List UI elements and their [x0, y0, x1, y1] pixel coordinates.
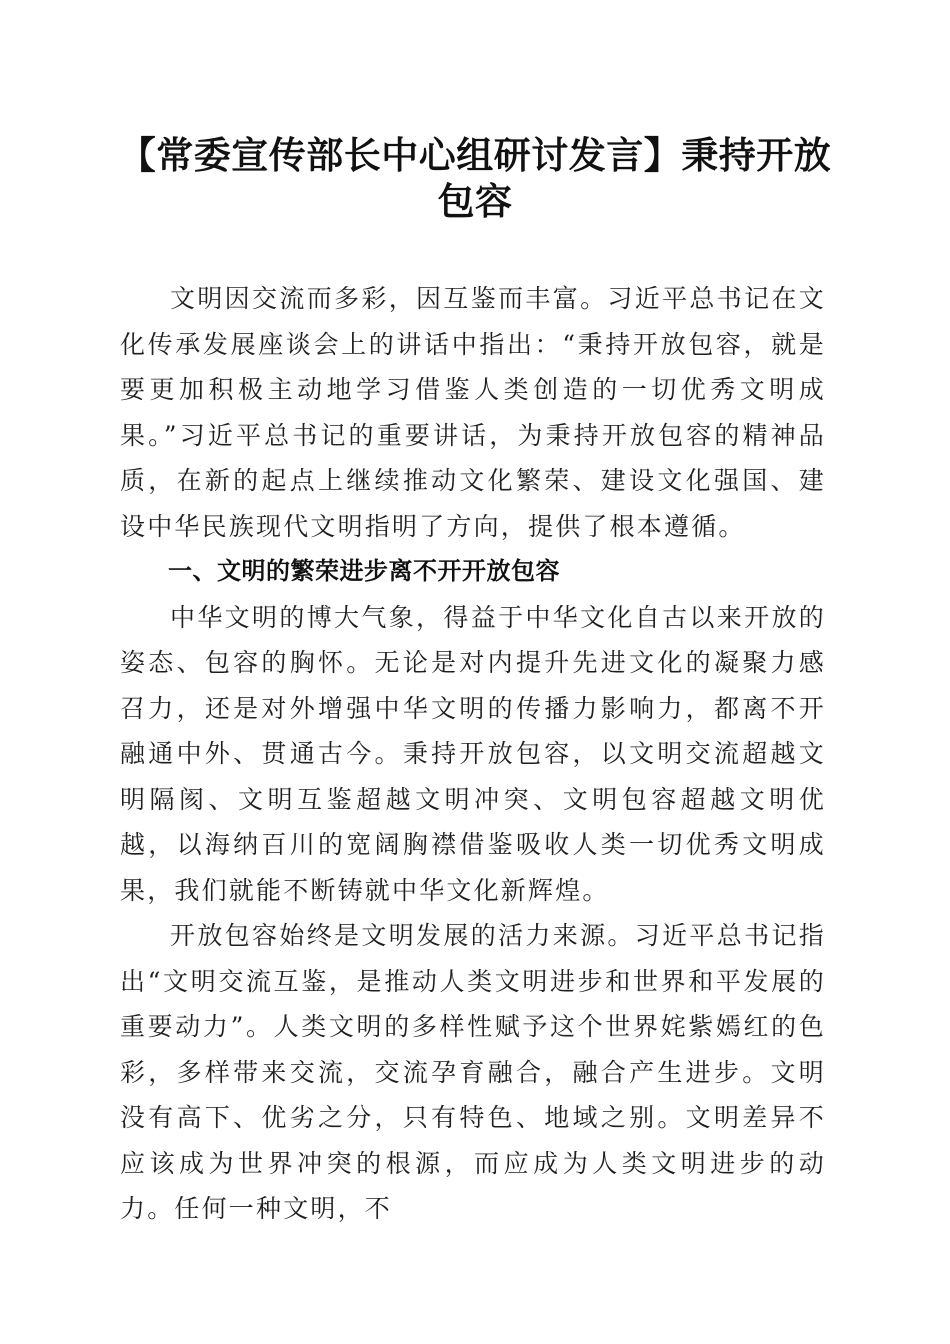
- document-title: 【常委宣传部长中心组研讨发言】秉持开放包容: [118, 133, 832, 223]
- section-heading: 一、文明的繁荣进步离不开开放包容: [168, 557, 560, 585]
- paragraph-intro: 文明因交流而多彩，因互鉴而丰富。习近平总书记在文化传承发展座谈会上的讲话中指出：“秉持开放包容，就是要更加积极主动地学习借鉴人类创造的一切优秀文明成果。”习近平总书记的重要讲话，为秉持开放包容的精神品质，在新的起点上继续推动文化繁荣、建设文化强国、建设中华民族现代文明指明了方向，提供了根本遵循。: [120, 284, 826, 541]
- paragraph-chinese-civilization: 中华文明的博大气象，得益于中华文化自古以来开放的姿态、包容的胸怀。无论是对内提升先进文化的凝聚力感召力，还是对外增强中华文明的传播力影响力，都离不开融通中外、贯通古今。秉持开放包容，以文明交流超越文明隔阂、文明互鉴超越文明冲突、文明包容超越文明优越，以海纳百川的宽阔胸襟借鉴吸收人类一切优秀文明成果，我们就能不断铸就中华文化新辉煌。: [120, 602, 826, 905]
- paragraph-openness-vitality: 开放包容始终是文明发展的活力来源。习近平总书记指出“文明交流互鉴，是推动人类文明进步和世界和平发展的重要动力”。人类文明的多样性赋予这个世界姹紫嫣红的色彩，多样带来交流，交流孕育融合，融合产生进步。文明没有高下、优劣之分，只有特色、地域之别。文明差异不应该成为世界冲突的根源，而应成为人类文明进步的动力。任何一种文明，不: [120, 921, 826, 1223]
- document-body: [120, 276, 826, 1232]
